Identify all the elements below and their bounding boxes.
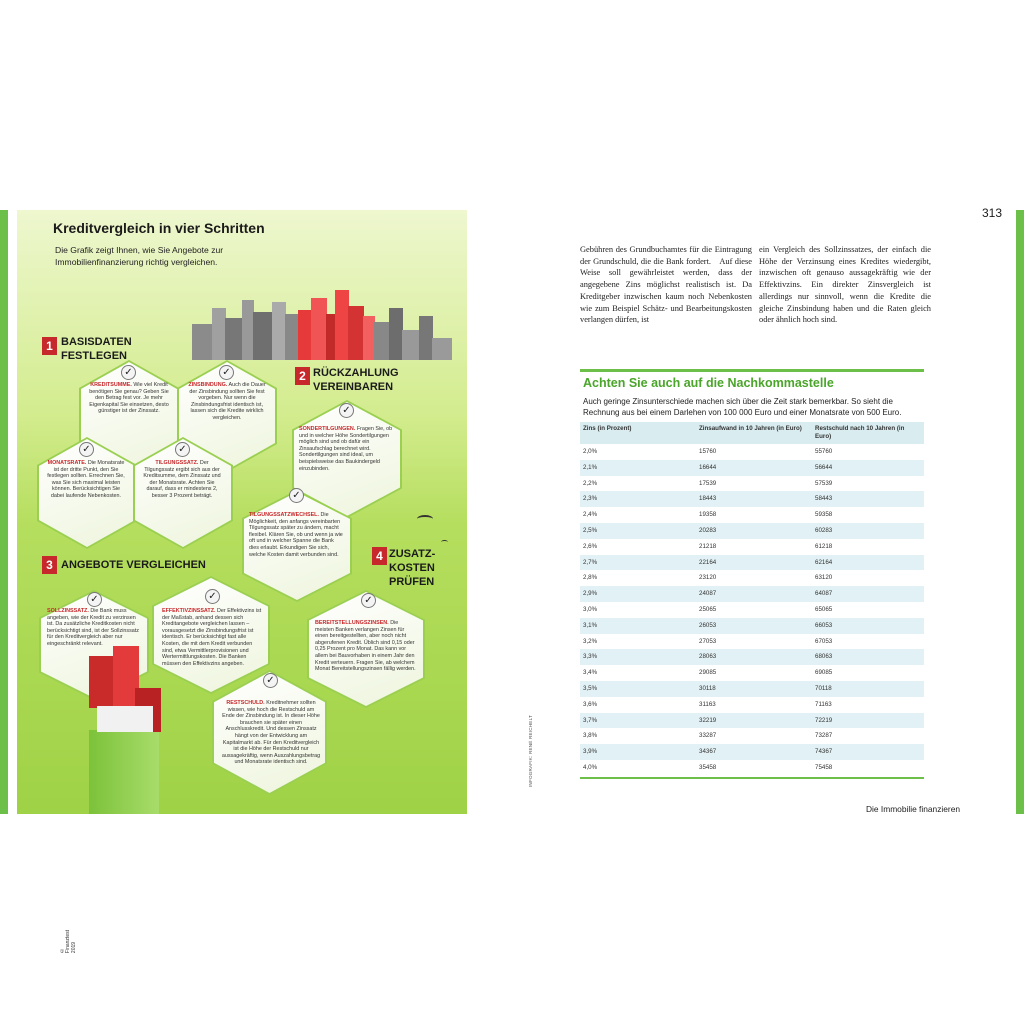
- box-intro: Auch geringe Zinsunterschiede machen sich über die Zeit stark bemerkbar. So sieht die Rechnung aus bei einem Darlehen von 100 000 Euro und einer Monatsrate von 500 Euro.: [583, 397, 902, 417]
- hexagon-text: ZINSBINDUNG. Auch die Dauer der Zinsbindung sollten Sie fest vorgeben. Nur wenn die Zinsbindungsfrist identisch ist, lassen sich die Kredite wirklich vergleichen.: [188, 382, 266, 421]
- check-icon: ✓: [361, 593, 376, 608]
- table-row: [580, 460, 924, 476]
- infographic-credit: INFOGRAFIK: RENÉ REICHELT: [528, 715, 533, 788]
- step-number-badge: 1: [42, 337, 57, 355]
- table-cell: 24087: [696, 586, 812, 602]
- table-cell: 55760: [812, 444, 924, 460]
- hexagon-text: EFFEKTIVZINSSATZ. Der Effektivzins ist der Maßstab, anhand dessen sich Kreditangebote vergleichen lassen – vorausgesetzt die Zinsbindungsfrist ist identisch. Er berücksichtigt fast alle Kosten, die mit dem Kredit verbunden sind, etwa Vermittlerprovisionen und Wertermittlungskosten. Die Banken müssen den Effektivzins angeben.: [162, 608, 262, 667]
- table-cell: 3,8%: [580, 728, 696, 744]
- table-row: [580, 491, 924, 507]
- check-icon: ✓: [121, 365, 136, 380]
- table-cell: 30118: [696, 681, 812, 697]
- hexagon-text: BEREITSTELLUNGSZINSEN. Die meisten Banken verlangen Zinsen für einen bereitgestellten, aber noch nicht abgerufenen Kredit. Üblich sind 0,15 oder 0,25 Prozent pro Monat. Das kann vor allem bei Bauvorhaben in einem Jahr den Kredit verteuern. Fragen Sie, ab welchem Monat Bereitstellungszinsen fällig werden.: [315, 620, 416, 673]
- table-row: [580, 539, 924, 555]
- table-cell: 61218: [812, 539, 924, 555]
- house-illustration: [89, 646, 169, 742]
- table-cell: 22164: [696, 555, 812, 571]
- table-cell: 66053: [812, 618, 924, 634]
- step-number-badge: 3: [42, 556, 57, 574]
- table-row: [580, 665, 924, 681]
- table-body: [580, 444, 924, 776]
- body-text-column: Gebühren des Grundbuchamtes für die Eintragung der Grundschuld, die die Bank fordert. Auf diese Weise soll gewährleistet werden, dass der angegebene Zins möglichst realistisch ist. Da Kreditgeber inzwischen kaum noch Nebenkosten wie zum Beispiel Schätz- und Bearbeitungskosten verlangen dürfen, ist: [580, 245, 752, 325]
- table-cell: 2,8%: [580, 570, 696, 586]
- table-cell: 26053: [696, 618, 812, 634]
- bird-icon: [441, 540, 448, 544]
- check-icon: ✓: [87, 592, 102, 607]
- check-icon: ✓: [263, 673, 278, 688]
- table-row: [580, 697, 924, 713]
- column-header: Zinsaufwand in 10 Jahren (in Euro): [696, 422, 812, 444]
- table-row: [580, 681, 924, 697]
- pedestal-illustration: [89, 730, 159, 814]
- column-header: Restschuld nach 10 Jahren (in Euro): [812, 422, 924, 444]
- table-cell: 34367: [696, 744, 812, 760]
- table-cell: 15760: [696, 444, 812, 460]
- check-icon: ✓: [205, 589, 220, 604]
- table-row: [580, 507, 924, 523]
- table-cell: 19358: [696, 507, 812, 523]
- table-cell: 2,4%: [580, 507, 696, 523]
- table-row: [580, 555, 924, 571]
- hexagon-text: KREDITSUMME. Wie viel Kredit benötigen Sie genau? Geben Sie den Betrag fest vor. Je mehr Eigenkapital Sie einsetzen, desto günstiger ist der Zinssatz.: [89, 382, 169, 415]
- table-cell: 2,3%: [580, 491, 696, 507]
- table-row: [580, 713, 924, 729]
- table-row: [580, 476, 924, 492]
- table-cell: 3,0%: [580, 602, 696, 618]
- table-row: [580, 602, 924, 618]
- hexagon-text: MONATSRATE. Die Monatsrate ist der dritte Punkt, den Sie festlegen sollten. Errechnen Sie, was Sie sich maximal leisten können. Berücksichtigen Sie dabei laufende Nebenkosten.: [47, 460, 125, 499]
- table-cell: 60283: [812, 523, 924, 539]
- table-cell: 17539: [696, 476, 812, 492]
- infographic-title: Kreditvergleich in vier Schritten: [53, 220, 265, 236]
- table-cell: 62164: [812, 555, 924, 571]
- table-cell: 2,2%: [580, 476, 696, 492]
- table-cell: 3,3%: [580, 649, 696, 665]
- left-page-edge-bar: [0, 210, 8, 814]
- step-number-badge: 2: [295, 367, 310, 385]
- box-top-rule: [580, 369, 924, 372]
- hexagon-text: SONDERTILGUNGEN. Fragen Sie, ob und in welcher Höhe Sondertilgungen möglich sind und ob dafür ein Zinsaufschlag berechnet wird. Sondertilgungen sind ideal, um beispielsweise das Baukindergeld einzubinden.: [299, 426, 393, 472]
- table-row: [580, 760, 924, 776]
- table-cell: 3,4%: [580, 665, 696, 681]
- step-label: RÜCKZAHLUNG VEREINBAREN: [313, 367, 399, 393]
- table-cell: 25065: [696, 602, 812, 618]
- step-number-badge: 4: [372, 547, 387, 565]
- copyright-credit: © Finanztest 2019: [59, 930, 77, 954]
- table-cell: 65065: [812, 602, 924, 618]
- hexagon-text: TILGUNGSSATZWECHSEL. Die Möglichkeit, den anfangs vereinbarten Tilgungssatz später zu ändern, macht flexibel. Klären Sie, ob und wenn ja wie oft und in welcher Spanne die Bank dies erlaubt. Erkundigen Sie sich, welche Kosten damit verbunden sind.: [249, 512, 343, 558]
- check-icon: ✓: [289, 488, 304, 503]
- check-icon: ✓: [339, 403, 354, 418]
- table-cell: 2,1%: [580, 460, 696, 476]
- step-label: ZUSATZ-KOSTEN PRÜFEN: [389, 548, 436, 588]
- table-cell: 2,0%: [580, 444, 696, 460]
- check-icon: ✓: [79, 442, 94, 457]
- table-cell: 59358: [812, 507, 924, 523]
- step-label: ANGEBOTE VERGLEICHEN: [61, 559, 206, 571]
- table-header-row: [580, 422, 924, 444]
- page-number: 313: [982, 206, 1003, 220]
- table-cell: 57539: [812, 476, 924, 492]
- table-cell: 2,5%: [580, 523, 696, 539]
- table-cell: 56644: [812, 460, 924, 476]
- running-footer: Die Immobilie finanzieren: [866, 804, 961, 814]
- table-row: [580, 634, 924, 650]
- infographic-subtitle: Die Grafik zeigt Ihnen, wie Sie Angebote zur Immobilienfinanzierung richtig vergleichen.: [55, 245, 224, 267]
- table-cell: 28063: [696, 649, 812, 665]
- table-cell: 3,2%: [580, 634, 696, 650]
- table-row: [580, 586, 924, 602]
- table-cell: 27053: [696, 634, 812, 650]
- table-cell: 3,5%: [580, 681, 696, 697]
- box-title: Achten Sie auch auf die Nachkommastelle: [583, 376, 834, 390]
- hexagon-text: RESTSCHULD. Kreditnehmer sollten wissen, wie hoch die Restschuld am Ende der Zinsbindung ist. In dieser Höhe brauchen sie später einen Anschlusskredit. Und dessen Zinssatz hängt von der Entwicklung am Kapitalmarkt ab. Für den Kreditvergleich ist die Höhe der Restschuld nur aussagekräftig, wenn Auszahlungsbetrag und Monatsrate identisch sind.: [221, 700, 321, 766]
- interest-rate-table: [580, 422, 924, 776]
- table-row: [580, 744, 924, 760]
- table-row: [580, 523, 924, 539]
- table-cell: 58443: [812, 491, 924, 507]
- table-cell: 3,7%: [580, 713, 696, 729]
- table-cell: 64087: [812, 586, 924, 602]
- table-cell: 2,6%: [580, 539, 696, 555]
- table-cell: 23120: [696, 570, 812, 586]
- table-cell: 2,7%: [580, 555, 696, 571]
- table-cell: 70118: [812, 681, 924, 697]
- check-icon: ✓: [175, 442, 190, 457]
- table-cell: 75458: [812, 760, 924, 776]
- bird-icon: [417, 515, 433, 523]
- table-cell: 18443: [696, 491, 812, 507]
- table-cell: 68063: [812, 649, 924, 665]
- table-cell: 3,6%: [580, 697, 696, 713]
- table-cell: 20283: [696, 523, 812, 539]
- table-cell: 74367: [812, 744, 924, 760]
- table-cell: 69085: [812, 665, 924, 681]
- step-label: BASISDATEN FESTLEGEN: [61, 336, 132, 362]
- table-cell: 31163: [696, 697, 812, 713]
- city-skyline-illustration: [192, 272, 457, 360]
- table-cell: 3,1%: [580, 618, 696, 634]
- table-cell: 2,9%: [580, 586, 696, 602]
- check-icon: ✓: [219, 365, 234, 380]
- infographic: [17, 210, 467, 954]
- hexagon-text: TILGUNGSSATZ. Der Tilgungssatz ergibt sich aus der Kreditsumme, dem Zinssatz und der Monatsrate. Achten Sie darauf, dass er mindestens 2, besser 3 Prozent beträgt.: [143, 460, 221, 499]
- table-cell: 72219: [812, 713, 924, 729]
- hexagon-text: SOLLZINSSATZ. Die Bank muss angeben, wie der Kredit zu verzinsen ist. Da zusätzliche Kreditkosten nicht berücksichtigt sind, ist der Sollzinssatz für den Kreditvergleich aber nur eingeschränkt relevant.: [47, 608, 139, 647]
- table-cell: 35458: [696, 760, 812, 776]
- table-cell: 67053: [812, 634, 924, 650]
- table-row: [580, 649, 924, 665]
- table-cell: 71163: [812, 697, 924, 713]
- table-cell: 33287: [696, 728, 812, 744]
- table-cell: 21218: [696, 539, 812, 555]
- table-cell: 63120: [812, 570, 924, 586]
- table-cell: 32219: [696, 713, 812, 729]
- table-row: [580, 444, 924, 460]
- table-bottom-rule: [580, 777, 924, 779]
- body-text-column: ein Vergleich des Sollzinssatzes, der einfach die Höhe der Verzinsung eines Kredites wiedergibt, inzwischen oft genauso aussagekräftig wie der Effektivzins. Ein direkter Zinsvergleich ist allerdings nur sinnvoll, wenn die Kredite die gleiche Zinsbindung haben und die Raten gleich oder ähnlich hoch sind.: [759, 245, 931, 325]
- table-row: [580, 728, 924, 744]
- table-row: [580, 570, 924, 586]
- column-header: Zins (in Prozent): [580, 422, 696, 444]
- table-cell: 29085: [696, 665, 812, 681]
- table-cell: 4,0%: [580, 760, 696, 776]
- right-page-edge-bar: [1016, 210, 1024, 814]
- table-cell: 73287: [812, 728, 924, 744]
- table-cell: 16644: [696, 460, 812, 476]
- table-row: [580, 618, 924, 634]
- table-cell: 3,9%: [580, 744, 696, 760]
